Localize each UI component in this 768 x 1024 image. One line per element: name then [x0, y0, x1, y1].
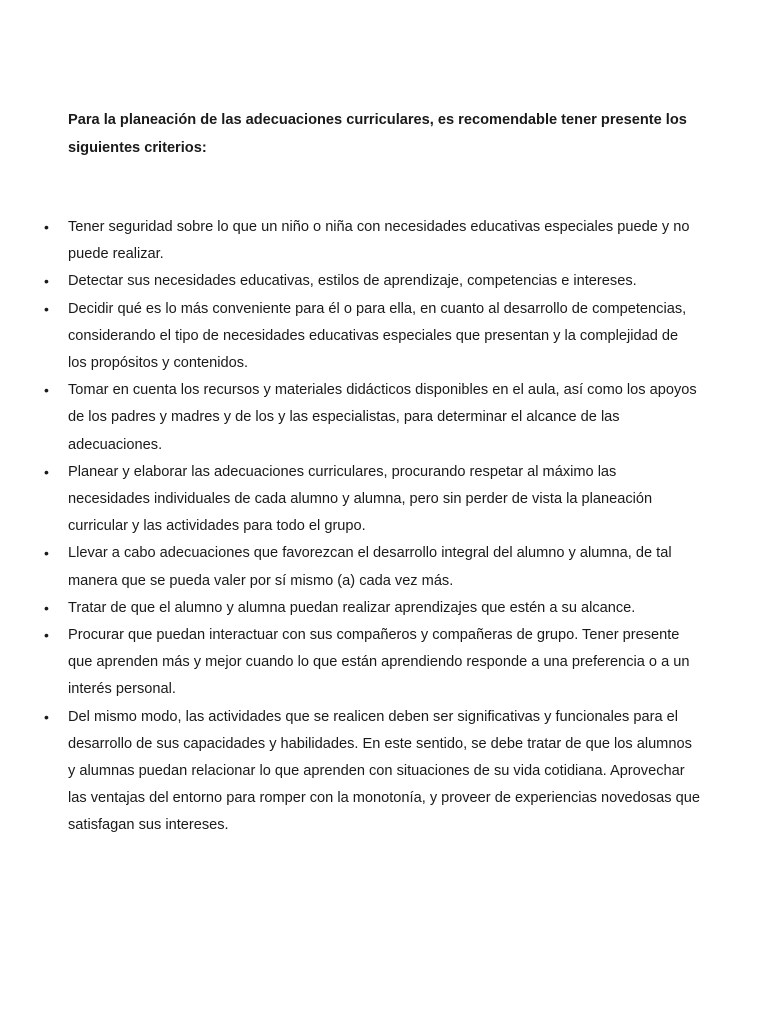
list-item-text: Tener seguridad sobre lo que un niño o niña con necesidades educativas especiales puede y no puede realizar. — [68, 219, 690, 263]
bullet-icon: • — [44, 300, 49, 317]
list-item — [44, 459, 700, 541]
bullet-icon: • — [44, 708, 49, 725]
bullet-icon: • — [44, 273, 49, 290]
bullet-icon: • — [44, 219, 49, 235]
list-item — [44, 595, 700, 622]
bullet-icon: • — [44, 382, 49, 399]
list-item — [44, 268, 700, 295]
intro-paragraph: Para la planeación de las adecuaciones curriculares, es recomendable tener presente los siguientes criterios: — [68, 112, 687, 156]
list-item-text: Del mismo modo, las actividades que se realicen deben ser significativas y funcionales para el desarrollo de sus capacidades y habilidades. En este sentido, se debe tratar de que los alumnos y alumnas puedan relacionar lo que aprenden con situaciones de su vida cotidiana. Aprovechar las ventajas del entorno para romper con la monotonía, y proveer de experiencias novedosas que satisfagan sus intereses. — [68, 708, 700, 834]
list-item — [44, 296, 700, 378]
list-item-text: Llevar a cabo adecuaciones que favorezcan el desarrollo integral del alumno y alumna, de tal manera que se pueda valer por sí mismo (a) cada vez más. — [68, 545, 672, 589]
list-item-text: Procurar que puedan interactuar con sus compañeros y compañeras de grupo. Tener presente que aprenden más y mejor cuando lo que están aprendiendo responde a una preferencia o a un interés personal. — [68, 627, 690, 698]
list-item-text: Decidir qué es lo más conveniente para él o para ella, en cuanto al desarrollo de competencias, considerando el tipo de necesidades educativas especiales que presentan y la complejidad de los propósitos y contenidos. — [68, 300, 687, 372]
list-item-text: Planear y elaborar las adecuaciones curriculares, procurando respetar al máximo las necesidades individuales de cada alumno y alumna, pero sin perder de vista la planeación curricular y las actividades para todo el grupo. — [68, 463, 653, 535]
criteria-list — [44, 214, 700, 840]
list-item — [44, 377, 700, 459]
list-item-text: Detectar sus necesidades educativas, estilos de aprendizaje, competencias e intereses. — [68, 273, 637, 290]
list-item-text: Tratar de que el alumno y alumna puedan realizar aprendizajes que estén a su alcance. — [68, 599, 636, 616]
bullet-icon: • — [44, 599, 49, 616]
list-item — [44, 622, 700, 704]
list-item — [44, 214, 700, 268]
list-item — [44, 704, 700, 840]
list-item — [44, 540, 700, 594]
bullet-icon: • — [44, 627, 49, 644]
list-item-text: Tomar en cuenta los recursos y materiales didácticos disponibles en el aula, así como los apoyos de los padres y madres y de los y las especialistas, para determinar el alcance de las adecuaciones. — [68, 382, 697, 453]
bullet-icon: • — [44, 545, 49, 562]
bullet-icon: • — [44, 463, 49, 480]
